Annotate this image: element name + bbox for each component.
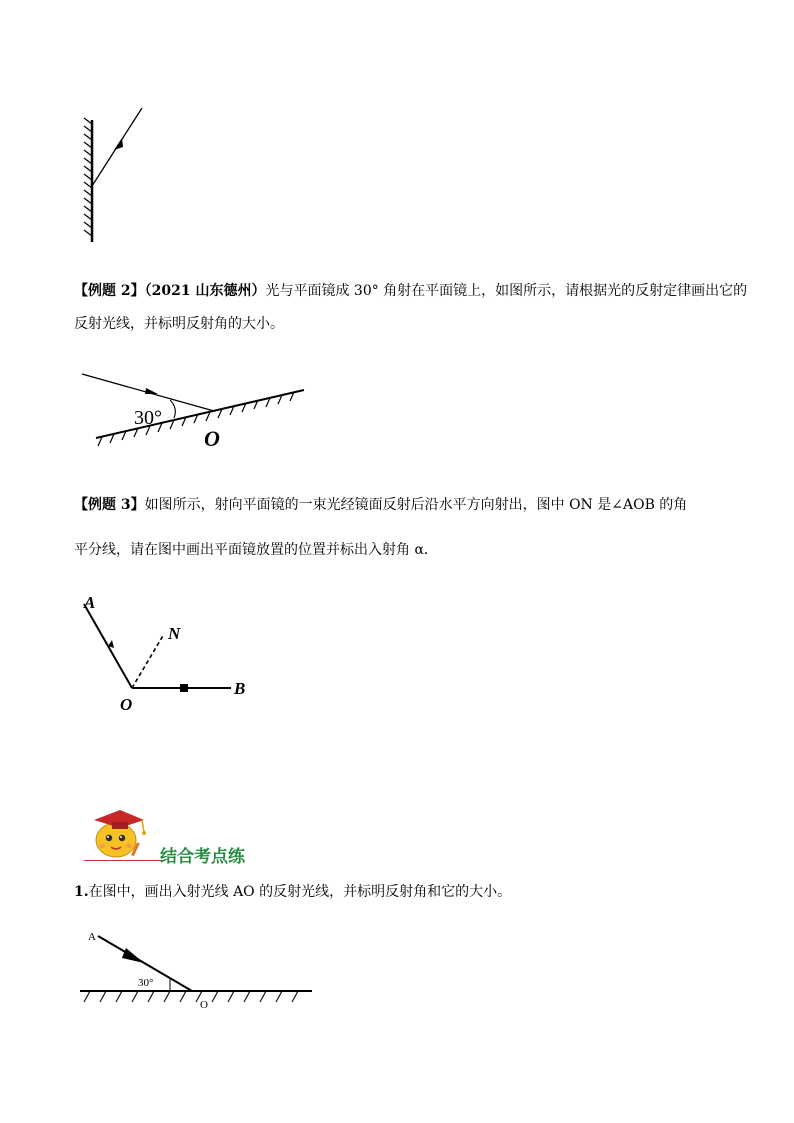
example2-line1 xyxy=(74,281,747,301)
example3-fig-A: A xyxy=(84,593,96,612)
example3-text-line2: 平分线，请在图中画出平面镜放置的位置并标出入射角 α． xyxy=(74,542,438,558)
section-underline xyxy=(84,860,162,861)
example2-tag: 【例题 2】 xyxy=(74,283,145,299)
figure-vertical-mirror xyxy=(70,100,160,250)
figure-horizontal-mirror xyxy=(76,922,320,1014)
exercise1-fig-angle: 30° xyxy=(138,977,154,989)
example3-text-line1: 如图所示，射向平面镜的一束光经镜面反射后沿水平方向射出，图中 ON 是∠AOB 的角 xyxy=(144,497,688,513)
exercise1-line xyxy=(74,882,511,902)
example2-text-line1: 光与平面镜成 30° 角射在平面镜上，如图所示，请根据光的反射定律画出它的 xyxy=(265,283,748,299)
mirror-hatching xyxy=(84,991,298,1002)
example2-fig-point: O xyxy=(204,426,220,451)
example3-tag: 【例题 3】 xyxy=(74,497,145,513)
example3-fig-N: N xyxy=(168,624,181,643)
exercise1-number: 1. xyxy=(74,884,89,900)
section-title: 结合考点练 xyxy=(160,847,245,867)
figure-aob-bisector xyxy=(76,584,266,714)
exercise1-fig-A: A xyxy=(88,931,96,943)
example3-fig-B: B xyxy=(234,679,246,698)
example2-source: （2021 山东德州） xyxy=(144,283,266,299)
figure-inclined-mirror xyxy=(72,362,312,454)
example3-fig-O: O xyxy=(120,695,133,714)
example2-text-line2: 反射光线，并标明反射角的大小。 xyxy=(74,316,284,332)
exercise1-fig-O: O xyxy=(200,999,208,1011)
cartoon-graduate-mascot-icon xyxy=(86,802,154,860)
example2-fig-angle: 30° xyxy=(134,407,162,429)
example3-line1 xyxy=(74,495,687,515)
exercise1-text: 在图中，画出入射光线 AO 的反射光线，并标明反射角和它的大小。 xyxy=(88,884,512,900)
